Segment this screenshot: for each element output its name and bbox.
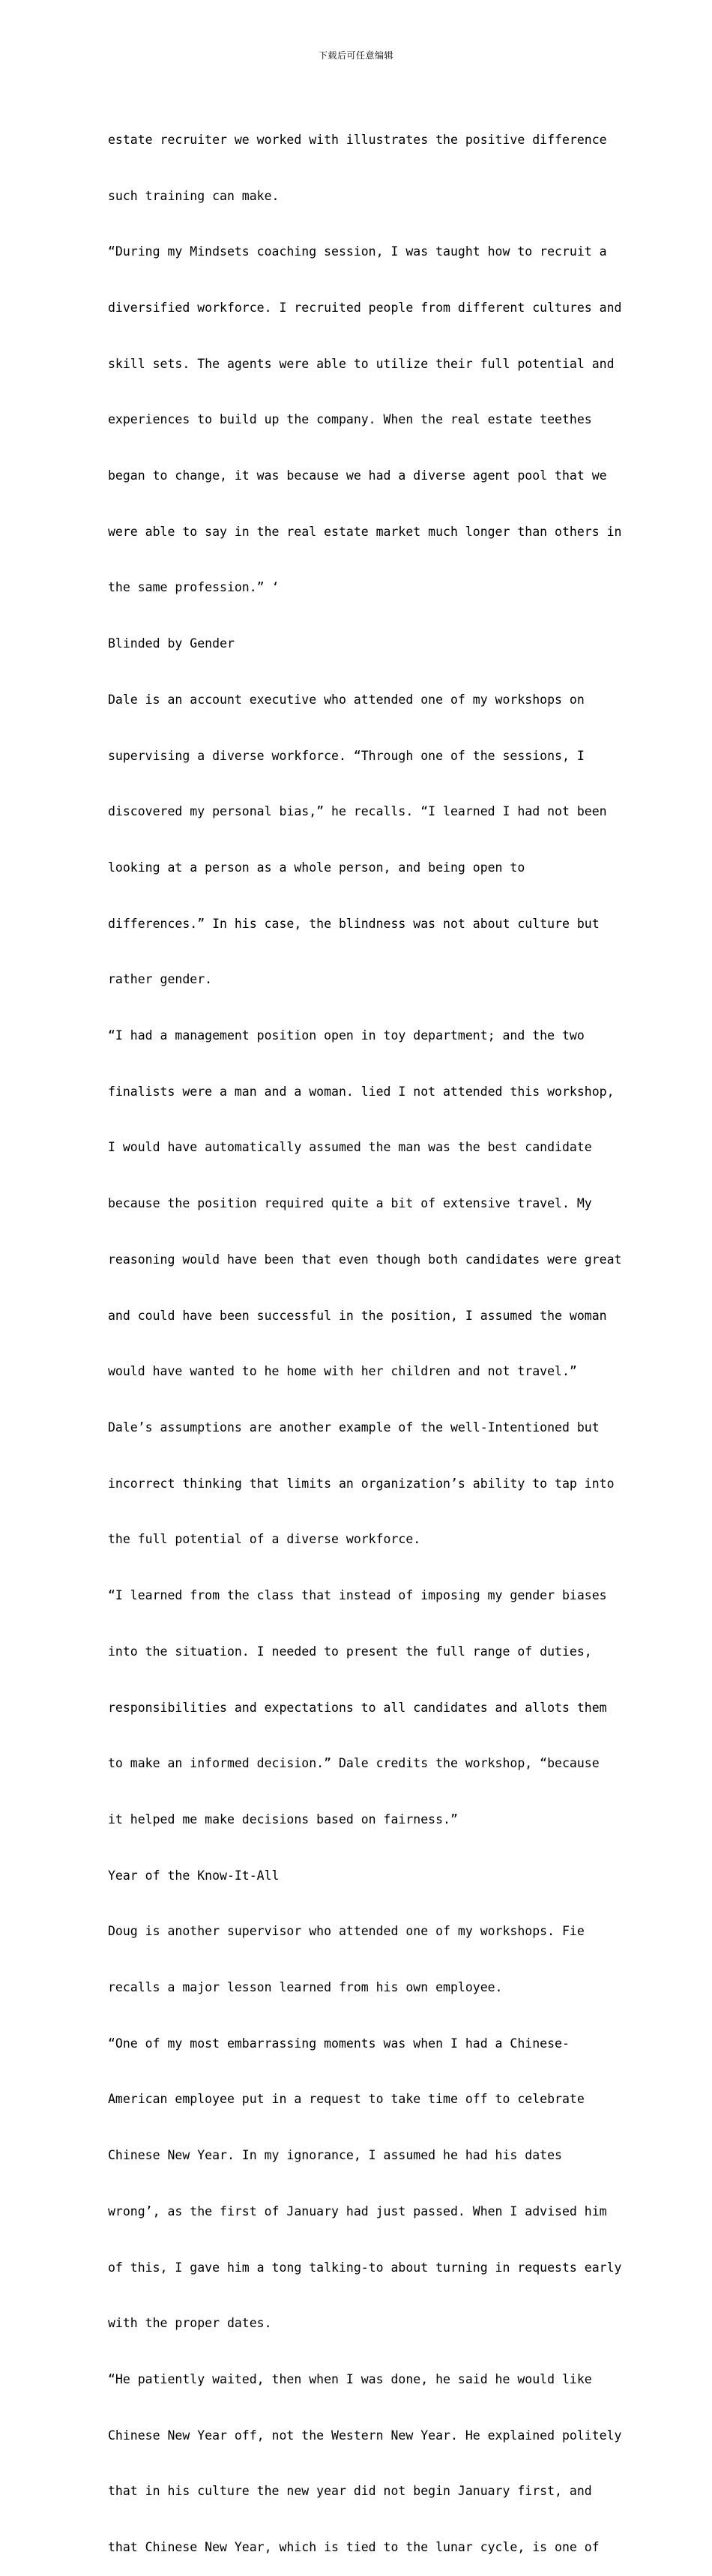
text-line: differences.” In his case, the blindness was not about culture but: [108, 916, 600, 931]
text-line: such training can make.: [108, 188, 280, 203]
text-line: and could have been successful in the position, I assumed the woman: [108, 1308, 607, 1323]
text-line: Dale’s assumptions are another example of the well-Intentioned but: [108, 1420, 600, 1435]
text-line: that in his culture the new year did not begin January first, and: [108, 2484, 592, 2499]
text-line: discovered my personal bias,” he recalls. “I learned I had not been: [108, 804, 607, 819]
text-line: estate recruiter we worked with illustrates the positive difference: [108, 132, 607, 147]
text-line: “He patiently waited, then when I was done, he said he would like: [108, 2371, 592, 2386]
text-line: began to change, it was because we had a diverse agent pool that we: [108, 468, 607, 483]
text-line: skill sets. The agents were able to utilize their full potential and: [108, 356, 615, 371]
text-line: recalls a major lesson learned from his own employee.: [108, 1980, 503, 1995]
text-line: the full potential of a diverse workforce.: [108, 1532, 421, 1547]
section-heading: Year of the Know-It-All: [108, 1868, 280, 1883]
text-line: “One of my most embarrassing moments was when I had a Chinese-: [108, 2036, 570, 2051]
text-line: American employee put in a request to take time off to celebrate: [108, 2092, 585, 2107]
text-line: of this, I gave him a tong talking-to about turning in requests early: [108, 2260, 622, 2275]
text-line: Dale is an account executive who attended one of my workshops on: [108, 692, 585, 707]
text-line: were able to say in the real estate market much longer than others in: [108, 524, 622, 539]
text-line: supervising a diverse workforce. “Through one of the sessions, I: [108, 748, 585, 763]
text-line: “During my Mindsets coaching session, I was taught how to recruit a: [108, 244, 607, 259]
text-line: because the position required quite a bit of extensive travel. My: [108, 1196, 592, 1211]
text-line: into the situation. I needed to present the full range of duties,: [108, 1644, 592, 1659]
text-line: I would have automatically assumed the man was the best candidate: [108, 1140, 592, 1155]
text-line: wrong’, as the first of January had just passed. When I advised him: [108, 2204, 607, 2218]
document-body: [108, 94, 622, 2576]
text-line: rather gender.: [108, 972, 213, 987]
text-line: it helped me make decisions based on fairness.”: [108, 1812, 458, 1827]
text-line: with the proper dates.: [108, 2316, 272, 2331]
text-line: diversified workforce. I recruited people from different cultures and: [108, 300, 622, 315]
text-line: finalists were a man and a woman. lied I not attended this workshop,: [108, 1084, 615, 1099]
page-header: 下载后可任意编辑: [318, 50, 393, 61]
text-line: responsibilities and expectations to all candidates and allots them: [108, 1700, 607, 1715]
text-line: Chinese New Year off, not the Western New Year. He explained politely: [108, 2428, 622, 2443]
text-line: reasoning would have been that even though both candidates were great: [108, 1252, 622, 1267]
text-line: incorrect thinking that limits an organization’s ability to tap into: [108, 1476, 615, 1491]
text-line: that Chinese New Year, which is tied to the lunar cycle, is one of: [108, 2540, 600, 2555]
text-line: “I learned from the class that instead of imposing my gender biases: [108, 1588, 607, 1603]
text-line: experiences to build up the company. When the real estate teethes: [108, 412, 592, 427]
text-line: would have wanted to he home with her children and not travel.”: [108, 1364, 577, 1379]
text-line: looking at a person as a whole person, and being open to: [108, 860, 525, 875]
text-line: “I had a management position open in toy department; and the two: [108, 1028, 585, 1043]
section-heading: Blinded by Gender: [108, 636, 235, 651]
text-line: Chinese New Year. In my ignorance, I assumed he had his dates: [108, 2148, 562, 2163]
text-line: to make an informed decision.” Dale credits the workshop, “because: [108, 1756, 600, 1771]
text-line: the same profession.” ‘: [108, 580, 280, 595]
text-line: Doug is another supervisor who attended one of my workshops. Fie: [108, 1924, 585, 1939]
